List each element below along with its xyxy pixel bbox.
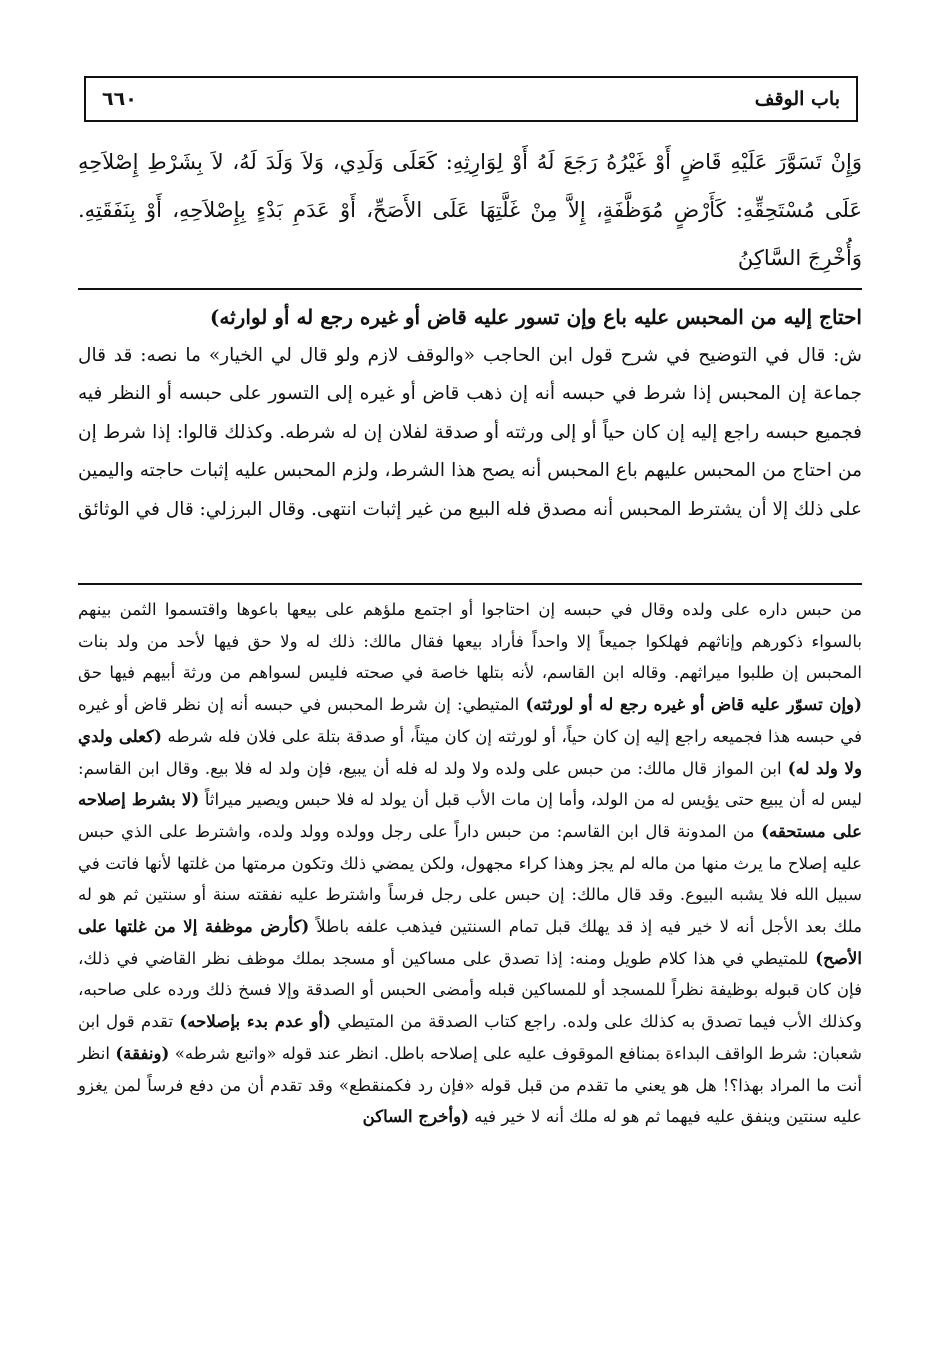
page-number: ٦٦٠: [102, 88, 137, 110]
footnote-text: من المدونة قال ابن القاسم: من حبس داراً على رجل وولده وولد ولده، واشترط على الذي حبس عليه إصلاح ما يرث منها من ماله لم يجز وهذا كراء مجهول، ولكن يمضي ذلك وتكون مرمتها من غلتها لأنها فاتت في سبيل الله فلا يشبه البيوع. وقد قال مالك: إن حبس على رجل فرساً واشترط عليه نفقته سنة أو سنتين ثم هو له ملك بعد الأجل أنه لا خير فيه إذ قد يهلك قبل تمام السنتين فيذهب علفه باطلاً: [78, 821, 862, 937]
footnote-quote: (وأخرج الساكن: [362, 1106, 469, 1127]
footnote-text: المتيطي: إن شرط المحبس في حبسه أنه إن نظر قاض أو غيره في حبسه هذا فجميعه راجع إليه إن كان حياً، أو لورثته إن كان ميتاً، أو صدقة بتلة على فلان فله شرطه: [78, 695, 862, 746]
sharh-body: ش: قال في التوضيح في شرح قول ابن الحاجب «والوقف لازم ولو قال لي الخيار» ما نصه: قد قال جماعة إن المحبس إذا شرط في حبسه أنه إن ذهب قاض أو غيره إلى التسور على حبسه أو النظر فيه فجميع حبسه راجع إليه إن كان حياً أو إلى ورثته أو صدقة لفلان إن له شرطه. وكذلك قالوا: إذا شرط إن من احتاج من المحبس عليهم باع المحبس أنه يصح هذا الشرط، ولزم المحبس عليه إثبات حاجته واليمين على ذلك إلا أن يشترط المحبس أنه مصدق فله البيع من غير إثبات انتهى. وقال البرزلي: قال في الوثائق: [78, 344, 862, 520]
footnote-text: للمتيطي في هذا كلام طويل ومنه: إذا تصدق على مساكين أو مسجد بملك موظف نظر القاضي في ذلك، فإن كان قبوله بوظيفة نظراً للمسجد أو للمساكين قبله وأمضى الحبس أو الصدقة وإلا فسخ ذلك ورده على صاحبه، وكذلك الأب فيما تصدق به كذلك على ولده. راجع كتاب الصدقة من المتيطي: [78, 948, 863, 1032]
footnote-quote: (لا بشرط إصلاحه على مستحقه): [78, 789, 862, 841]
footnote-quote: (أو عدم بدء بإصلاحه): [179, 1011, 332, 1032]
page-header: [84, 76, 858, 122]
sharh-section: [78, 298, 862, 529]
footnote-text: تقدم قول ابن شعبان: شرط الواقف البداءة بمنافع الموقوف عليه على إصلاحه باطل. انظر عند قوله «واتبع شرطه»: [78, 1012, 862, 1063]
sharh-heading: احتاج إليه من المحبس عليه باع وإن تسور عليه قاض أو غيره رجع له أو لوارثه): [209, 305, 862, 329]
footnote-quote: (وإن تسوّر عليه قاض أو غيره رجع له أو لورثته): [525, 694, 862, 715]
divider-footnote: [78, 583, 862, 585]
matn-text: وَإِنْ تَسَوَّرَ عَلَيْهِ قَاضٍ أَوْ غَيْرُهُ رَجَعَ لَهُ أَوْ لِوَارِثِهِ: كَعَلَى وَلَدِي، وَلاَ وَلَدَ لَهُ، لاَ بِشَرْطِ إِصْلاَحِهِ عَلَى مُسْتَحِقِّهِ: كَأَرْضٍ مُوَظَّفَةٍ، إِلاَّ مِنْ غَلَّتِهَا عَلَى الأَصَحِّ، أَوْ عَدَمِ بَدْءٍ بِإِصْلاَحِهِ، أَوْ بِنَفَقَتِهِ. وَأُخْرِجَ السَّاكِنُ: [78, 150, 862, 270]
footnote-text: ابن المواز قال مالك: من حبس على ولده ولا ولد له فله أن يبيع، فإن ولد له فلا بيع. وقال ابن القاسم: ليس له أن يبيع حتى يؤيس له من الولد، وأما إن مات الأب قبل أن يولد له فلا حبس ويصير ميراثاً: [78, 758, 863, 810]
footnote-quote: (كعلى ولدي ولا ولد له): [78, 725, 862, 778]
footnote-text: من حبس داره على ولده وقال في حبسه إن احتاجوا أو اجتمع ملؤهم على بيعها باعوها واقتسموا الثمن بينهم بالسواء ذكورهم وإناثهم فهلكوا جميعاً إلا واحداً فأراد بيعها فقال مالك: ذلك له ولا حق فيها لأحد من ولد بنات المحبس إن طلبوا ميراثهم. وقاله ابن القاسم، لأنه بتلها خاصة في صحته فليس لسواهم من ورثة أبيهم فيها حق: [78, 600, 862, 683]
divider-top: [78, 288, 862, 290]
chapter-title: باب الوقف: [754, 88, 840, 110]
footnote-text: انظر أنت ما المراد بهذا؟! هل هو يعني ما تقدم من قبل قوله «فإن رد فكمنقطع» وقد تقدم أن من دفع فرساً لمن يغزو عليه سنتين وينفق عليه فيهما ثم هو له ملك أنه لا خير فيه: [78, 1043, 862, 1127]
footnote-quote: (كأرض موظفة إلا من غلتها على الأصح): [78, 916, 863, 968]
footnote-section: [78, 594, 862, 1133]
footnote-quote: (ونفقة): [115, 1042, 170, 1063]
